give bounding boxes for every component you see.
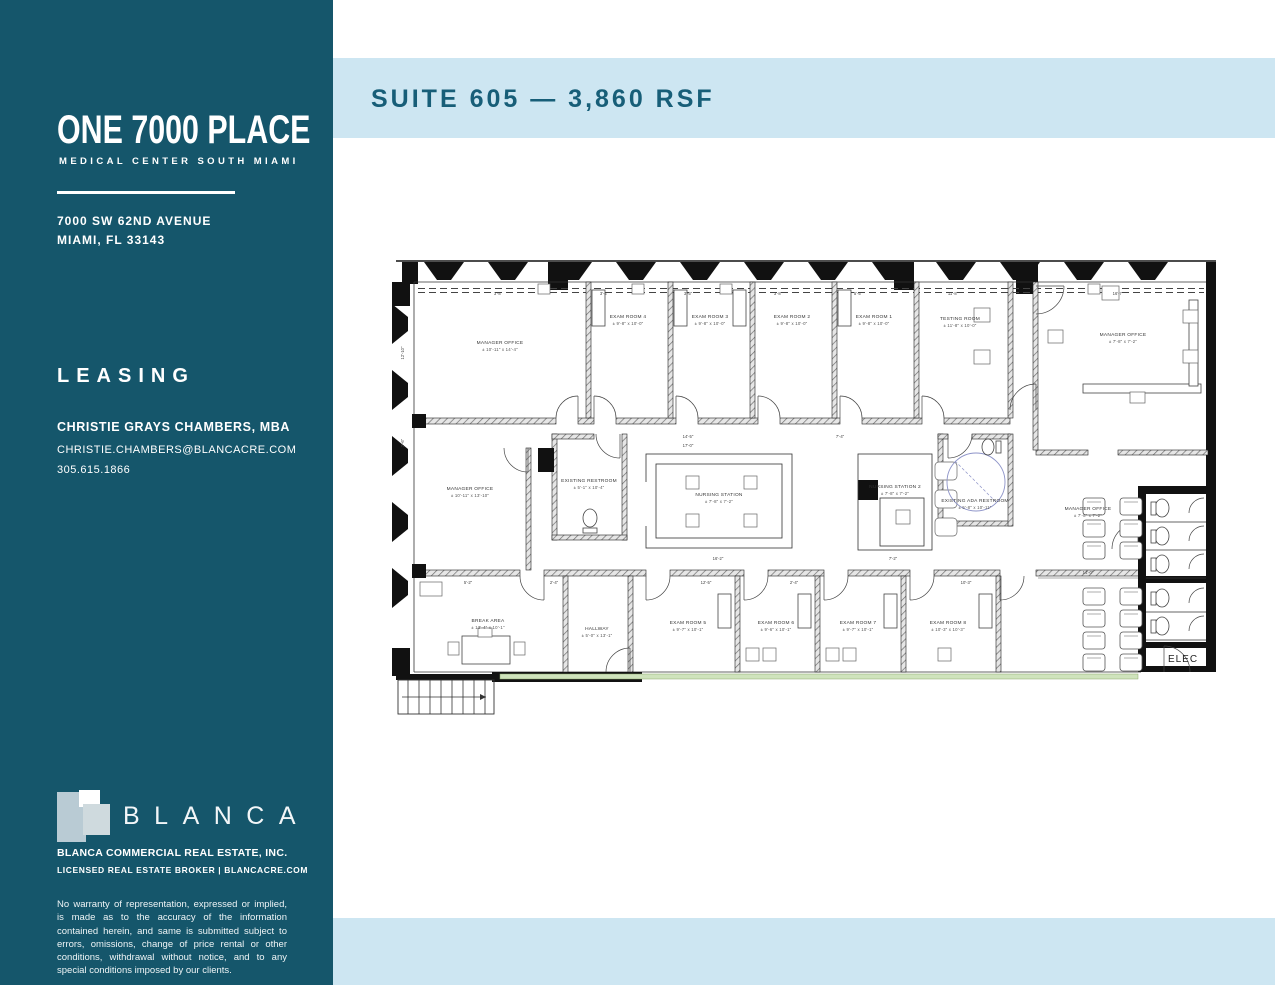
room-label: EXAM ROOM 1 [855, 315, 893, 320]
building-subtitle: MEDICAL CENTER SOUTH MIAMI [59, 156, 299, 167]
waiting-chairs [1083, 498, 1142, 671]
dimension-label: 3'-4" [599, 291, 609, 296]
stairs [396, 674, 496, 714]
restroom-stalls [1146, 498, 1206, 640]
room-dims: ± 9'-7" x 10'-1" [842, 627, 874, 632]
room-dims: ± 9'-7" x 10'-1" [672, 627, 704, 632]
agent-name: CHRISTIE GRAYS CHAMBERS, MBA [57, 420, 291, 434]
dimension-label: 3'-5" [683, 291, 693, 296]
room-dims: ± 9'-8" x 10'-0" [776, 321, 808, 326]
dimension-label: 10'-3" [960, 580, 972, 585]
elec-room-label: ELEC [1167, 654, 1199, 665]
room-dims: ± 7'-8" x 7'-2" [1108, 339, 1138, 344]
address-line-2: MIAMI, FL 33143 [57, 233, 166, 247]
dimension-label: 7'-4" [835, 434, 845, 439]
dimension-label: 3'-8" [773, 291, 783, 296]
room-label: MANAGER OFFICE [476, 341, 524, 346]
room-dims: ± 7'-8" x 7'-2" [880, 491, 910, 496]
room-dims: ± 9'-6" x 10'-1" [760, 627, 792, 632]
room-dims: ± 11'-8" x 10'-0" [943, 323, 977, 328]
window-mullions-top [424, 262, 1168, 280]
logo-wordmark: BLANCA [123, 802, 311, 830]
dimension-label: 14'-5" [682, 434, 694, 439]
dimension-label: 16'-2" [712, 556, 724, 561]
room-dims: ± 9'-8" x 10'-0" [858, 321, 890, 326]
room-label: HALLWAY [585, 627, 609, 632]
room-dims: ± 13'-4" x 10'-1" [471, 625, 505, 630]
room-dims: ± 9'-8" x 10'-0" [694, 321, 726, 326]
room-label: NURSING STATION [695, 493, 743, 498]
room-label: BREAK AREA [471, 619, 505, 624]
agent-email[interactable]: CHRISTIE.CHAMBERS@BLANCACRE.COM [57, 444, 297, 456]
room-label: MANAGER OFFICE [1099, 333, 1147, 338]
room-label: NURSING STATION 2 [869, 485, 921, 490]
building-title: ONE 7000 PLACE [57, 108, 311, 152]
dimension-label: 2'-4" [549, 580, 559, 585]
dimension-label: 5'-2" [463, 580, 473, 585]
room-label: EXISTING ADA RESTROOM [941, 499, 1009, 504]
dimension-label: 11'-8" [947, 291, 959, 296]
furniture [420, 284, 1201, 664]
room-dims: ± 7'-8" x 7'-2" [704, 499, 734, 504]
room-dims: ± 9'-8" x 10'-0" [612, 321, 644, 326]
room-dims: ± 5'-0" x 13'-1" [581, 633, 613, 638]
room-label: EXAM ROOM 6 [757, 621, 795, 626]
disclaimer-text: No warranty of representation, expressed or implied, is made as to the accuracy of the information contained herein, and same is submitted subject to errors, omissions, change of price rental or other conditions, withdrawal without notice, and to any special conditions imposed by our clients. [57, 899, 287, 977]
sidebar [0, 0, 333, 985]
leasing-heading: LEASING [57, 365, 195, 387]
company-name: BLANCA COMMERCIAL REAL ESTATE, INC. [57, 847, 288, 859]
room-dims: ± 10'-11" x 13'-10" [450, 493, 490, 498]
dimension-label: 7'-2" [888, 556, 898, 561]
green-strip [500, 674, 1138, 679]
main-area [333, 0, 1275, 985]
room-label: EXAM ROOM 8 [929, 621, 967, 626]
dimension-label: 12'-10" [400, 346, 405, 360]
agent-phone[interactable]: 305.615.1866 [57, 464, 131, 476]
dimension-label: 16'-7" [1112, 291, 1124, 296]
license-line[interactable]: LICENSED REAL ESTATE BROKER | BLANCACRE.COM [57, 865, 309, 875]
dimension-label: 3'-8" [493, 291, 503, 296]
blanca-logo [57, 790, 311, 842]
room-label: EXAM ROOM 3 [691, 315, 729, 320]
room-label: EXAM ROOM 5 [669, 621, 707, 626]
dimension-label: 2'-4" [789, 580, 799, 585]
dimension-label: 14'-0" [1082, 570, 1094, 575]
floor-plan [388, 258, 1218, 720]
room-dims: ± 5'-8" x 10'-11" [958, 505, 992, 510]
address-line-1: 7000 SW 62ND AVENUE [57, 214, 212, 228]
room-label: MANAGER OFFICE [446, 487, 494, 492]
room-dims: ± 10'-11" x 14'-4" [482, 347, 518, 352]
dimension-labels [400, 291, 1124, 585]
room-dims: ± 5'-1" x 10'-4" [573, 485, 605, 490]
room-dims: ± 7'-8" x 7'-2" [1073, 513, 1103, 518]
logo-mark-rect-3 [83, 804, 110, 835]
room-label: EXISTING RESTROOM [561, 479, 617, 484]
dimension-label: 17'-0" [682, 443, 694, 448]
dimension-label: 12'-5" [700, 580, 712, 585]
suite-header-band [333, 58, 1275, 138]
room-label: EXAM ROOM 4 [609, 315, 647, 320]
floor-plan-svg [388, 258, 1218, 720]
room-label: TESTING ROOM [939, 317, 981, 322]
room-label: EXAM ROOM 2 [773, 315, 811, 320]
dimension-label: 2'-6" [400, 438, 405, 448]
room-label: MANAGER OFFICE [1064, 507, 1112, 512]
bottom-accent-band [333, 918, 1275, 985]
divider-rule [57, 191, 235, 194]
room-dims: ± 10'-3" x 10'-3" [931, 627, 965, 632]
room-label: EXAM ROOM 7 [839, 621, 877, 626]
suite-title: SUITE 605 — 3,860 RSF [371, 85, 715, 113]
dimension-label: 5'-5" [853, 291, 863, 296]
